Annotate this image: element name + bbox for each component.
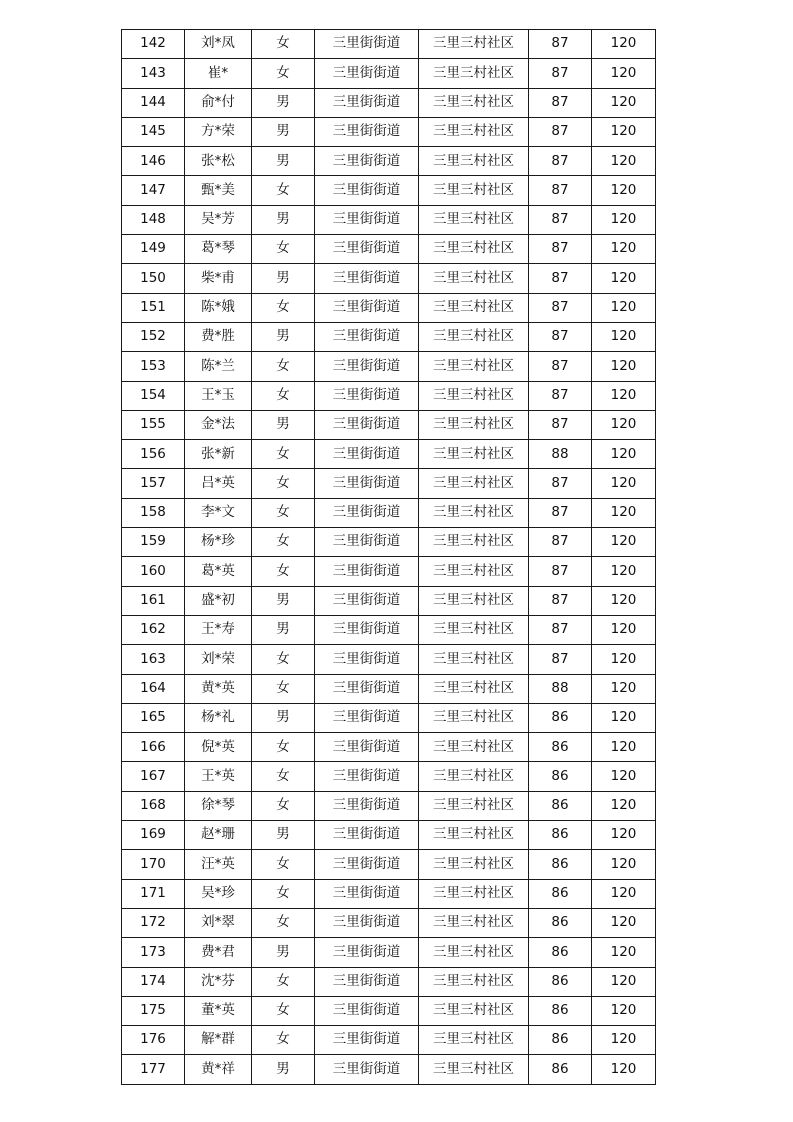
cell-gender: 男 <box>252 586 315 615</box>
cell-community: 三里三村社区 <box>419 733 529 762</box>
cell-community: 三里三村社区 <box>419 821 529 850</box>
cell-age: 86 <box>529 850 592 879</box>
table-row <box>122 615 656 644</box>
cell-subdistrict: 三里街街道 <box>315 88 419 117</box>
cell-amount: 120 <box>592 176 656 205</box>
cell-amount: 120 <box>592 469 656 498</box>
cell-amount: 120 <box>592 996 656 1025</box>
cell-row-number: 158 <box>122 498 185 527</box>
cell-row-number: 173 <box>122 938 185 967</box>
cell-name: 杨*礼 <box>185 703 252 732</box>
cell-age: 87 <box>529 498 592 527</box>
cell-amount: 120 <box>592 352 656 381</box>
cell-subdistrict: 三里街街道 <box>315 703 419 732</box>
cell-subdistrict: 三里街街道 <box>315 850 419 879</box>
table-row <box>122 908 656 937</box>
cell-gender: 男 <box>252 938 315 967</box>
cell-gender: 女 <box>252 1026 315 1055</box>
table-row <box>122 235 656 264</box>
table-row <box>122 1026 656 1055</box>
cell-subdistrict: 三里街街道 <box>315 293 419 322</box>
cell-row-number: 148 <box>122 205 185 234</box>
cell-row-number: 170 <box>122 850 185 879</box>
cell-row-number: 157 <box>122 469 185 498</box>
table-row <box>122 352 656 381</box>
cell-row-number: 165 <box>122 703 185 732</box>
cell-name: 沈*芬 <box>185 967 252 996</box>
cell-amount: 120 <box>592 615 656 644</box>
cell-subdistrict: 三里街街道 <box>315 762 419 791</box>
cell-age: 87 <box>529 381 592 410</box>
cell-age: 86 <box>529 791 592 820</box>
cell-amount: 120 <box>592 791 656 820</box>
cell-age: 86 <box>529 1026 592 1055</box>
cell-name: 费*君 <box>185 938 252 967</box>
cell-subdistrict: 三里街街道 <box>315 967 419 996</box>
cell-community: 三里三村社区 <box>419 410 529 439</box>
cell-name: 陈*兰 <box>185 352 252 381</box>
cell-community: 三里三村社区 <box>419 205 529 234</box>
table-row <box>122 879 656 908</box>
cell-age: 87 <box>529 322 592 351</box>
table-row <box>122 176 656 205</box>
cell-age: 87 <box>529 586 592 615</box>
cell-amount: 120 <box>592 322 656 351</box>
table-row <box>122 996 656 1025</box>
cell-age: 87 <box>529 264 592 293</box>
cell-subdistrict: 三里街街道 <box>315 235 419 264</box>
cell-row-number: 146 <box>122 147 185 176</box>
cell-subdistrict: 三里街街道 <box>315 733 419 762</box>
cell-name: 方*荣 <box>185 117 252 146</box>
cell-community: 三里三村社区 <box>419 586 529 615</box>
cell-row-number: 152 <box>122 322 185 351</box>
cell-gender: 女 <box>252 528 315 557</box>
table-row <box>122 322 656 351</box>
cell-row-number: 169 <box>122 821 185 850</box>
cell-community: 三里三村社区 <box>419 938 529 967</box>
cell-subdistrict: 三里街街道 <box>315 410 419 439</box>
cell-subdistrict: 三里街街道 <box>315 908 419 937</box>
cell-subdistrict: 三里街街道 <box>315 615 419 644</box>
cell-age: 87 <box>529 615 592 644</box>
cell-community: 三里三村社区 <box>419 850 529 879</box>
cell-community: 三里三村社区 <box>419 322 529 351</box>
cell-gender: 女 <box>252 733 315 762</box>
cell-age: 87 <box>529 645 592 674</box>
table-row <box>122 850 656 879</box>
cell-age: 87 <box>529 59 592 88</box>
cell-name: 俞*付 <box>185 88 252 117</box>
cell-amount: 120 <box>592 733 656 762</box>
cell-name: 葛*英 <box>185 557 252 586</box>
cell-name: 黄*祥 <box>185 1055 252 1084</box>
cell-gender: 女 <box>252 791 315 820</box>
cell-amount: 120 <box>592 498 656 527</box>
table-row <box>122 59 656 88</box>
table-body <box>122 30 656 1085</box>
cell-age: 87 <box>529 557 592 586</box>
table-row <box>122 733 656 762</box>
cell-amount: 120 <box>592 30 656 59</box>
cell-gender: 男 <box>252 88 315 117</box>
table-row <box>122 293 656 322</box>
cell-name: 柴*甫 <box>185 264 252 293</box>
cell-name: 金*法 <box>185 410 252 439</box>
cell-age: 87 <box>529 528 592 557</box>
cell-subdistrict: 三里街街道 <box>315 205 419 234</box>
table-row <box>122 469 656 498</box>
cell-age: 86 <box>529 879 592 908</box>
cell-community: 三里三村社区 <box>419 59 529 88</box>
cell-row-number: 168 <box>122 791 185 820</box>
cell-gender: 女 <box>252 850 315 879</box>
cell-amount: 120 <box>592 88 656 117</box>
cell-gender: 男 <box>252 322 315 351</box>
cell-row-number: 171 <box>122 879 185 908</box>
cell-name: 陈*娥 <box>185 293 252 322</box>
table-row <box>122 440 656 469</box>
cell-subdistrict: 三里街街道 <box>315 645 419 674</box>
cell-subdistrict: 三里街街道 <box>315 440 419 469</box>
cell-age: 88 <box>529 674 592 703</box>
cell-age: 87 <box>529 30 592 59</box>
cell-name: 吴*珍 <box>185 879 252 908</box>
cell-age: 87 <box>529 147 592 176</box>
cell-amount: 120 <box>592 235 656 264</box>
cell-amount: 120 <box>592 557 656 586</box>
cell-age: 88 <box>529 440 592 469</box>
cell-community: 三里三村社区 <box>419 117 529 146</box>
cell-row-number: 164 <box>122 674 185 703</box>
cell-amount: 120 <box>592 381 656 410</box>
cell-amount: 120 <box>592 117 656 146</box>
table-row <box>122 147 656 176</box>
cell-name: 汪*英 <box>185 850 252 879</box>
cell-gender: 男 <box>252 264 315 293</box>
cell-row-number: 156 <box>122 440 185 469</box>
cell-row-number: 176 <box>122 1026 185 1055</box>
cell-community: 三里三村社区 <box>419 381 529 410</box>
table-row <box>122 117 656 146</box>
cell-gender: 男 <box>252 703 315 732</box>
table-row <box>122 762 656 791</box>
cell-gender: 女 <box>252 967 315 996</box>
table-row <box>122 1055 656 1084</box>
cell-age: 86 <box>529 1055 592 1084</box>
cell-community: 三里三村社区 <box>419 645 529 674</box>
cell-age: 86 <box>529 733 592 762</box>
cell-gender: 女 <box>252 30 315 59</box>
cell-gender: 女 <box>252 235 315 264</box>
cell-age: 87 <box>529 88 592 117</box>
cell-subdistrict: 三里街街道 <box>315 1026 419 1055</box>
cell-gender: 女 <box>252 674 315 703</box>
cell-row-number: 155 <box>122 410 185 439</box>
cell-name: 吕*英 <box>185 469 252 498</box>
cell-name: 刘*翠 <box>185 908 252 937</box>
cell-community: 三里三村社区 <box>419 469 529 498</box>
cell-name: 王*寿 <box>185 615 252 644</box>
cell-gender: 男 <box>252 205 315 234</box>
cell-subdistrict: 三里街街道 <box>315 674 419 703</box>
cell-amount: 120 <box>592 1026 656 1055</box>
cell-name: 葛*琴 <box>185 235 252 264</box>
cell-amount: 120 <box>592 821 656 850</box>
cell-row-number: 154 <box>122 381 185 410</box>
cell-name: 王*英 <box>185 762 252 791</box>
table-row <box>122 821 656 850</box>
cell-community: 三里三村社区 <box>419 293 529 322</box>
cell-subdistrict: 三里街街道 <box>315 147 419 176</box>
table-row <box>122 645 656 674</box>
cell-subdistrict: 三里街街道 <box>315 557 419 586</box>
cell-name: 黄*英 <box>185 674 252 703</box>
cell-amount: 120 <box>592 938 656 967</box>
cell-subdistrict: 三里街街道 <box>315 322 419 351</box>
cell-amount: 120 <box>592 674 656 703</box>
cell-row-number: 142 <box>122 30 185 59</box>
table-row <box>122 30 656 59</box>
cell-amount: 120 <box>592 293 656 322</box>
cell-community: 三里三村社区 <box>419 1026 529 1055</box>
cell-name: 盛*初 <box>185 586 252 615</box>
cell-subdistrict: 三里街街道 <box>315 59 419 88</box>
cell-age: 86 <box>529 821 592 850</box>
cell-row-number: 150 <box>122 264 185 293</box>
cell-gender: 女 <box>252 59 315 88</box>
cell-community: 三里三村社区 <box>419 967 529 996</box>
table-row <box>122 674 656 703</box>
cell-name: 甄*美 <box>185 176 252 205</box>
cell-community: 三里三村社区 <box>419 352 529 381</box>
cell-name: 解*群 <box>185 1026 252 1055</box>
cell-amount: 120 <box>592 879 656 908</box>
cell-gender: 女 <box>252 176 315 205</box>
cell-amount: 120 <box>592 1055 656 1084</box>
cell-community: 三里三村社区 <box>419 557 529 586</box>
cell-subdistrict: 三里街街道 <box>315 469 419 498</box>
cell-age: 87 <box>529 410 592 439</box>
table-row <box>122 967 656 996</box>
cell-subdistrict: 三里街街道 <box>315 352 419 381</box>
cell-name: 王*玉 <box>185 381 252 410</box>
cell-gender: 男 <box>252 821 315 850</box>
cell-age: 87 <box>529 205 592 234</box>
cell-age: 86 <box>529 967 592 996</box>
cell-community: 三里三村社区 <box>419 908 529 937</box>
cell-age: 86 <box>529 908 592 937</box>
cell-community: 三里三村社区 <box>419 703 529 732</box>
table-row <box>122 528 656 557</box>
cell-name: 费*胜 <box>185 322 252 351</box>
cell-subdistrict: 三里街街道 <box>315 791 419 820</box>
cell-community: 三里三村社区 <box>419 176 529 205</box>
cell-row-number: 147 <box>122 176 185 205</box>
cell-name: 赵*珊 <box>185 821 252 850</box>
cell-gender: 男 <box>252 147 315 176</box>
cell-name: 杨*珍 <box>185 528 252 557</box>
cell-amount: 120 <box>592 205 656 234</box>
table-row <box>122 264 656 293</box>
cell-community: 三里三村社区 <box>419 528 529 557</box>
cell-amount: 120 <box>592 908 656 937</box>
cell-community: 三里三村社区 <box>419 147 529 176</box>
cell-subdistrict: 三里街街道 <box>315 30 419 59</box>
cell-row-number: 174 <box>122 967 185 996</box>
cell-name: 倪*英 <box>185 733 252 762</box>
cell-row-number: 149 <box>122 235 185 264</box>
cell-subdistrict: 三里街街道 <box>315 586 419 615</box>
table-row <box>122 88 656 117</box>
cell-community: 三里三村社区 <box>419 674 529 703</box>
cell-name: 徐*琴 <box>185 791 252 820</box>
cell-age: 86 <box>529 996 592 1025</box>
cell-row-number: 144 <box>122 88 185 117</box>
table-row <box>122 410 656 439</box>
cell-subdistrict: 三里街街道 <box>315 996 419 1025</box>
table-row <box>122 557 656 586</box>
cell-subdistrict: 三里街街道 <box>315 938 419 967</box>
cell-gender: 女 <box>252 469 315 498</box>
cell-subdistrict: 三里街街道 <box>315 381 419 410</box>
cell-subdistrict: 三里街街道 <box>315 1055 419 1084</box>
cell-community: 三里三村社区 <box>419 879 529 908</box>
cell-amount: 120 <box>592 703 656 732</box>
cell-age: 87 <box>529 352 592 381</box>
cell-gender: 女 <box>252 440 315 469</box>
cell-name: 张*松 <box>185 147 252 176</box>
cell-subdistrict: 三里街街道 <box>315 821 419 850</box>
cell-amount: 120 <box>592 586 656 615</box>
cell-community: 三里三村社区 <box>419 88 529 117</box>
cell-subdistrict: 三里街街道 <box>315 264 419 293</box>
cell-amount: 120 <box>592 850 656 879</box>
cell-amount: 120 <box>592 59 656 88</box>
cell-gender: 男 <box>252 117 315 146</box>
cell-subdistrict: 三里街街道 <box>315 176 419 205</box>
cell-community: 三里三村社区 <box>419 1055 529 1084</box>
cell-row-number: 161 <box>122 586 185 615</box>
cell-name: 刘*荣 <box>185 645 252 674</box>
cell-amount: 120 <box>592 762 656 791</box>
cell-name: 董*英 <box>185 996 252 1025</box>
cell-row-number: 163 <box>122 645 185 674</box>
cell-row-number: 166 <box>122 733 185 762</box>
cell-row-number: 172 <box>122 908 185 937</box>
table-row <box>122 938 656 967</box>
cell-age: 87 <box>529 235 592 264</box>
cell-gender: 女 <box>252 879 315 908</box>
cell-row-number: 153 <box>122 352 185 381</box>
cell-row-number: 160 <box>122 557 185 586</box>
cell-age: 86 <box>529 762 592 791</box>
cell-amount: 120 <box>592 264 656 293</box>
cell-community: 三里三村社区 <box>419 762 529 791</box>
cell-community: 三里三村社区 <box>419 498 529 527</box>
cell-amount: 120 <box>592 528 656 557</box>
cell-age: 87 <box>529 293 592 322</box>
cell-community: 三里三村社区 <box>419 615 529 644</box>
cell-row-number: 167 <box>122 762 185 791</box>
roster-table <box>121 29 656 1085</box>
cell-name: 吴*芳 <box>185 205 252 234</box>
cell-gender: 女 <box>252 762 315 791</box>
table-row <box>122 703 656 732</box>
cell-subdistrict: 三里街街道 <box>315 117 419 146</box>
cell-subdistrict: 三里街街道 <box>315 528 419 557</box>
cell-gender: 女 <box>252 352 315 381</box>
cell-amount: 120 <box>592 645 656 674</box>
cell-gender: 女 <box>252 645 315 674</box>
table-row <box>122 381 656 410</box>
cell-community: 三里三村社区 <box>419 791 529 820</box>
cell-gender: 男 <box>252 1055 315 1084</box>
cell-age: 87 <box>529 117 592 146</box>
cell-amount: 120 <box>592 967 656 996</box>
cell-age: 86 <box>529 938 592 967</box>
cell-gender: 女 <box>252 381 315 410</box>
cell-name: 李*文 <box>185 498 252 527</box>
cell-gender: 女 <box>252 557 315 586</box>
cell-age: 87 <box>529 469 592 498</box>
cell-amount: 120 <box>592 147 656 176</box>
cell-row-number: 151 <box>122 293 185 322</box>
cell-name: 张*新 <box>185 440 252 469</box>
cell-community: 三里三村社区 <box>419 996 529 1025</box>
table-row <box>122 205 656 234</box>
cell-gender: 女 <box>252 293 315 322</box>
cell-age: 87 <box>529 176 592 205</box>
cell-row-number: 159 <box>122 528 185 557</box>
cell-gender: 女 <box>252 996 315 1025</box>
table-row <box>122 791 656 820</box>
cell-row-number: 162 <box>122 615 185 644</box>
cell-amount: 120 <box>592 440 656 469</box>
cell-gender: 男 <box>252 410 315 439</box>
cell-community: 三里三村社区 <box>419 30 529 59</box>
cell-gender: 女 <box>252 908 315 937</box>
cell-name: 崔* <box>185 59 252 88</box>
cell-name: 刘*凤 <box>185 30 252 59</box>
cell-row-number: 177 <box>122 1055 185 1084</box>
cell-subdistrict: 三里街街道 <box>315 498 419 527</box>
cell-row-number: 143 <box>122 59 185 88</box>
cell-row-number: 145 <box>122 117 185 146</box>
cell-subdistrict: 三里街街道 <box>315 879 419 908</box>
table-row <box>122 498 656 527</box>
cell-community: 三里三村社区 <box>419 264 529 293</box>
cell-row-number: 175 <box>122 996 185 1025</box>
cell-gender: 男 <box>252 615 315 644</box>
cell-amount: 120 <box>592 410 656 439</box>
cell-age: 86 <box>529 703 592 732</box>
table-row <box>122 586 656 615</box>
cell-community: 三里三村社区 <box>419 235 529 264</box>
cell-gender: 女 <box>252 498 315 527</box>
cell-community: 三里三村社区 <box>419 440 529 469</box>
